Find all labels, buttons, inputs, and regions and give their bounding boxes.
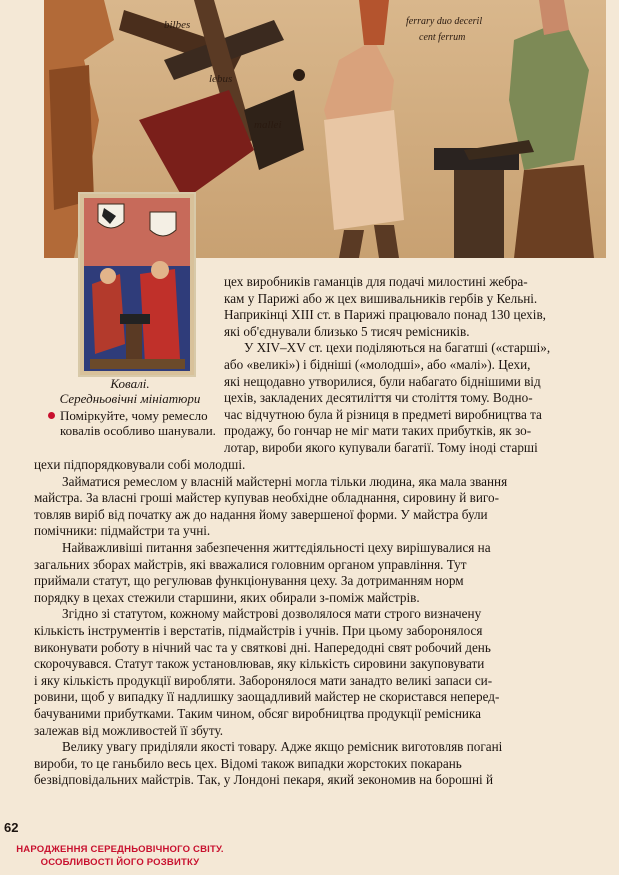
illus-label-mallei: mallei bbox=[254, 119, 282, 131]
text-line: Найважливіші питання забезпечення життєдіяльності цеху вирішувалися на bbox=[62, 539, 491, 555]
footer-line-2: ОСОБЛИВОСТІ ЙОГО РОЗВИТКУ bbox=[40, 857, 200, 868]
text-line: цех виробників гаманців для подачі милостині жебра- bbox=[224, 274, 528, 289]
page-number: 62 bbox=[4, 820, 19, 835]
text-line: У XIV–XV ст. цехи поділяються на багатші («старші», bbox=[244, 340, 551, 356]
text-right-column bbox=[224, 274, 610, 457]
text-line: Наприкінці XIII ст. в Парижі працювало понад 130 цехів, bbox=[224, 307, 546, 323]
caption-title: Ковалі. bbox=[110, 376, 150, 391]
text-line: цехів, закладених десятиліття чи століття тому. Водно- bbox=[224, 390, 533, 406]
text-line: приймали статут, що регулював функціонування цеху. За дотриманням норм bbox=[34, 573, 464, 589]
text-line: залежав від можливостей її збуту. bbox=[34, 722, 224, 738]
footer-line-1: НАРОДЖЕННЯ СЕРЕДНЬОВІЧНОГО СВІТУ. bbox=[16, 844, 224, 855]
text-line: безвідповідальних майстрів. Так, у Лондоні пекаря, який зекономив на борошні й bbox=[34, 772, 494, 788]
text-line: кам у Парижі або ж цех вишивальників гербів у Кельні. bbox=[224, 290, 538, 306]
illus-label-bilbes: bilbes bbox=[164, 19, 191, 31]
text-line: помічники: підмайстри та учні. bbox=[34, 523, 211, 539]
text-main bbox=[34, 457, 610, 789]
text-line: виконувати роботу в нічний час та у святкові дні. Напередодні свят робочий день bbox=[34, 639, 491, 655]
text-line: кількість інструментів і верстатів, підмайстрів і учнів. При цьому заборонялося bbox=[34, 622, 483, 638]
text-line: скорочувався. Статут також установлював, яку кількість сировини закуповувати bbox=[34, 656, 485, 672]
running-footer bbox=[0, 843, 240, 869]
text-line: загальних зборах майстрів, які вважалися головним органом управління. Тут bbox=[34, 556, 467, 572]
text-line: ровини, щоб у випадку її надлишку заощадливий майстер не скористався неперед- bbox=[34, 689, 500, 705]
text-line: лотар, вироби якого купували багатії. Тому іноді старші bbox=[224, 439, 538, 455]
text-line: Займатися ремеслом у власній майстерні могла тільки людина, яка мала звання bbox=[62, 473, 508, 489]
figure-caption bbox=[40, 376, 220, 438]
text-line: Згідно зі статутом, кожному майстрові дозволялося мати строго визначену bbox=[62, 606, 482, 622]
text-line: які нещодавно утворилися, були набагато біднішими від bbox=[224, 373, 541, 389]
caption-subtitle: Середньовічні мініатюри bbox=[59, 391, 201, 406]
text-line: порядку в цехах стежили старшини, яких обирали з-поміж майстрів. bbox=[34, 589, 420, 605]
text-line: бачуваними прибутками. Таким чином, обсяг виробництва продукції ремісника bbox=[34, 705, 482, 721]
illus-label-ferrary: ferrary duo deceril bbox=[406, 16, 483, 27]
text-line: продажу, бо гончар не міг мати таких прибутків, як зо- bbox=[224, 423, 532, 439]
caption-question: Поміркуйте, чому ремесло ковалів особливо шанували. bbox=[40, 408, 220, 438]
illus-label-cent: cent ferrum bbox=[419, 32, 466, 43]
text-line: товляв виріб від початку аж до надання йому завершеної форми. У майстра були bbox=[34, 506, 488, 522]
text-line: або «великі») і бідніші («молодші», або «малі»). Цехи, bbox=[224, 356, 531, 372]
text-line: цехи підпорядковували собі молодші. bbox=[34, 457, 246, 472]
miniature-image bbox=[78, 192, 196, 377]
miniature-forge-scene bbox=[80, 194, 194, 375]
text-line: які об'єднували близько 5 тисяч ремісників. bbox=[224, 323, 470, 339]
illus-label-lebus: lebus bbox=[209, 73, 233, 85]
text-line: вироби, то це ганьбило весь цех. Відомі також випадки жорстоких покарань bbox=[34, 755, 462, 771]
text-line: і яку кількість продукції виробляти. Заборонялося мати занадто великі запаси си- bbox=[34, 672, 493, 688]
text-line: майстра. За власні гроші майстер купував необхідне обладнання, сировину й виго- bbox=[34, 490, 499, 506]
text-line: час відчутною була й різниця в предметі виробництва та bbox=[224, 406, 542, 422]
text-line: Велику увагу приділяли якості товару. Адже якщо ремісник виготовляв погані bbox=[62, 739, 503, 755]
